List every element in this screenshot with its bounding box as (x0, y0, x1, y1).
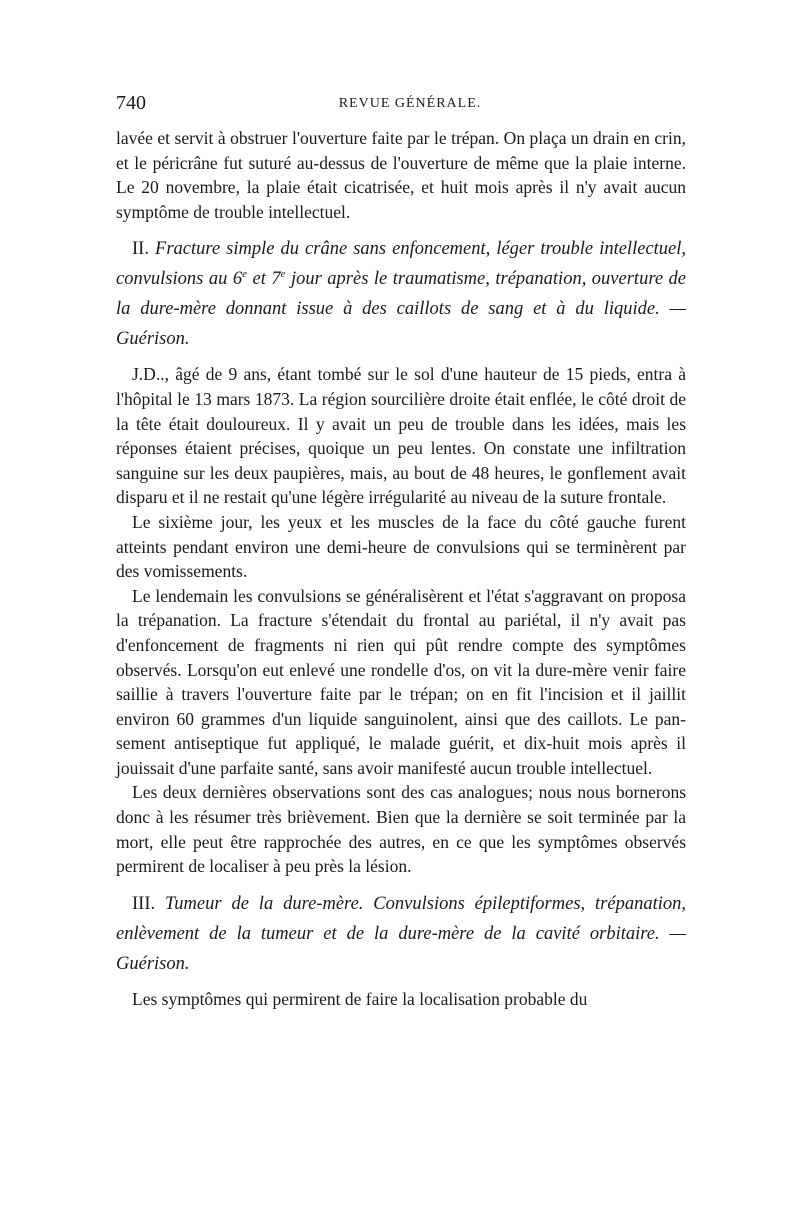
case-number: III. (132, 893, 156, 914)
page-number: 740 (116, 92, 146, 114)
paragraph-case-ii-history: J.D.., âgé de 9 ans, étant tombé sur le sol d'une hauteur de 15 pieds, entra à l'hôpital le 13 mars 1873. La région sourcilière droite était enflée, le côté droit de la tête était douloureux. Il y avait un peu de trouble dans les idées, mais les réponses étaient précises, quoique un peu lentes. On constate une infiltration sanguine sur les deux paupières, mais, au bout de 48 heures, le gonflement avait disparu et il ne restait qu'une légère irrégularité au niveau de la suture frontale. (116, 364, 686, 508)
ordinal-superscript: e (242, 268, 247, 281)
case-title-part: et 7 (246, 269, 281, 290)
paragraph-case-iii-start: Les symptômes qui permirent de faire la localisation probable du (132, 988, 588, 1009)
case-title-part: jour après le traumatisme, trépanation, ouverture de la dure-mère donnant issue à des caillots de sang et à du liquide. — Guérison. (116, 269, 686, 350)
paragraph-continuation: lavée et servit à obstruer l'ouverture faite par le trépan. On plaça un drain en crin, et le péricrâne fut suturé au-dessus de l'ouverture de même que la plaie interne. Le 20 novembre, la plaie était cicatrisée, et huit mois après il n'y avait aucun symptôme de trouble intellectuel. (116, 128, 686, 222)
case-heading-iii (116, 889, 686, 979)
ordinal-superscript: e (280, 268, 286, 281)
case-title-part: Fracture simple du crâne sans enfoncement, léger trouble intellectuel, convulsions au 6 (116, 239, 686, 290)
case-heading-ii (116, 234, 686, 354)
page (116, 92, 686, 1011)
running-title: REVUE GÉNÉRALE. (338, 96, 482, 111)
running-head (116, 92, 686, 126)
paragraph-case-ii-operation: Le lendemain les convulsions se généralisèrent et l'état s'aggravant on proposa la trépanation. La fracture s'étendait du frontal au pariétal, il n'y avait pas d'enfoncement de fragments ni rien qui pût rendre compte des symptômes observés. Lorsqu'on eut enlevé une rondelle d'os, on vit la dure-mère venir faire saillie à travers l'ouverture faite par le trépan; on en fit l'incision et il jaillit environ 60 grammes d'un liquide sanguinolent, ainsi que des caillots. Le pansement antiseptique fut appliqué, le malade guérit, et dix-huit mois après il jouissait d'une parfaite santé, sans avoir manifesté aucun trouble intellectuel. (116, 585, 686, 778)
paragraph-case-ii-sixth-day: Le sixième jour, les yeux et les muscles de la face du côté gauche furent atteints pendant environ une demi-heure de convulsions qui se terminèrent par des vomissements. (116, 511, 686, 582)
paragraph-observations-summary: Les deux dernières observations sont des cas analogues; nous nous bornerons donc à les résumer très brièvement. Bien que la dernière se soit terminée par la mort, elle peut être rapprochée des autres, en ce que les symptômes observés permirent de localiser à peu près la lésion. (116, 782, 686, 877)
case-number: II. (132, 239, 149, 260)
case-title: Tumeur de la dure-mère. Convulsions épileptiformes, trépanation, enlèvement de la tumeur et de la dure-mère de la cavité orbitaire. — Guérison. (116, 893, 686, 974)
